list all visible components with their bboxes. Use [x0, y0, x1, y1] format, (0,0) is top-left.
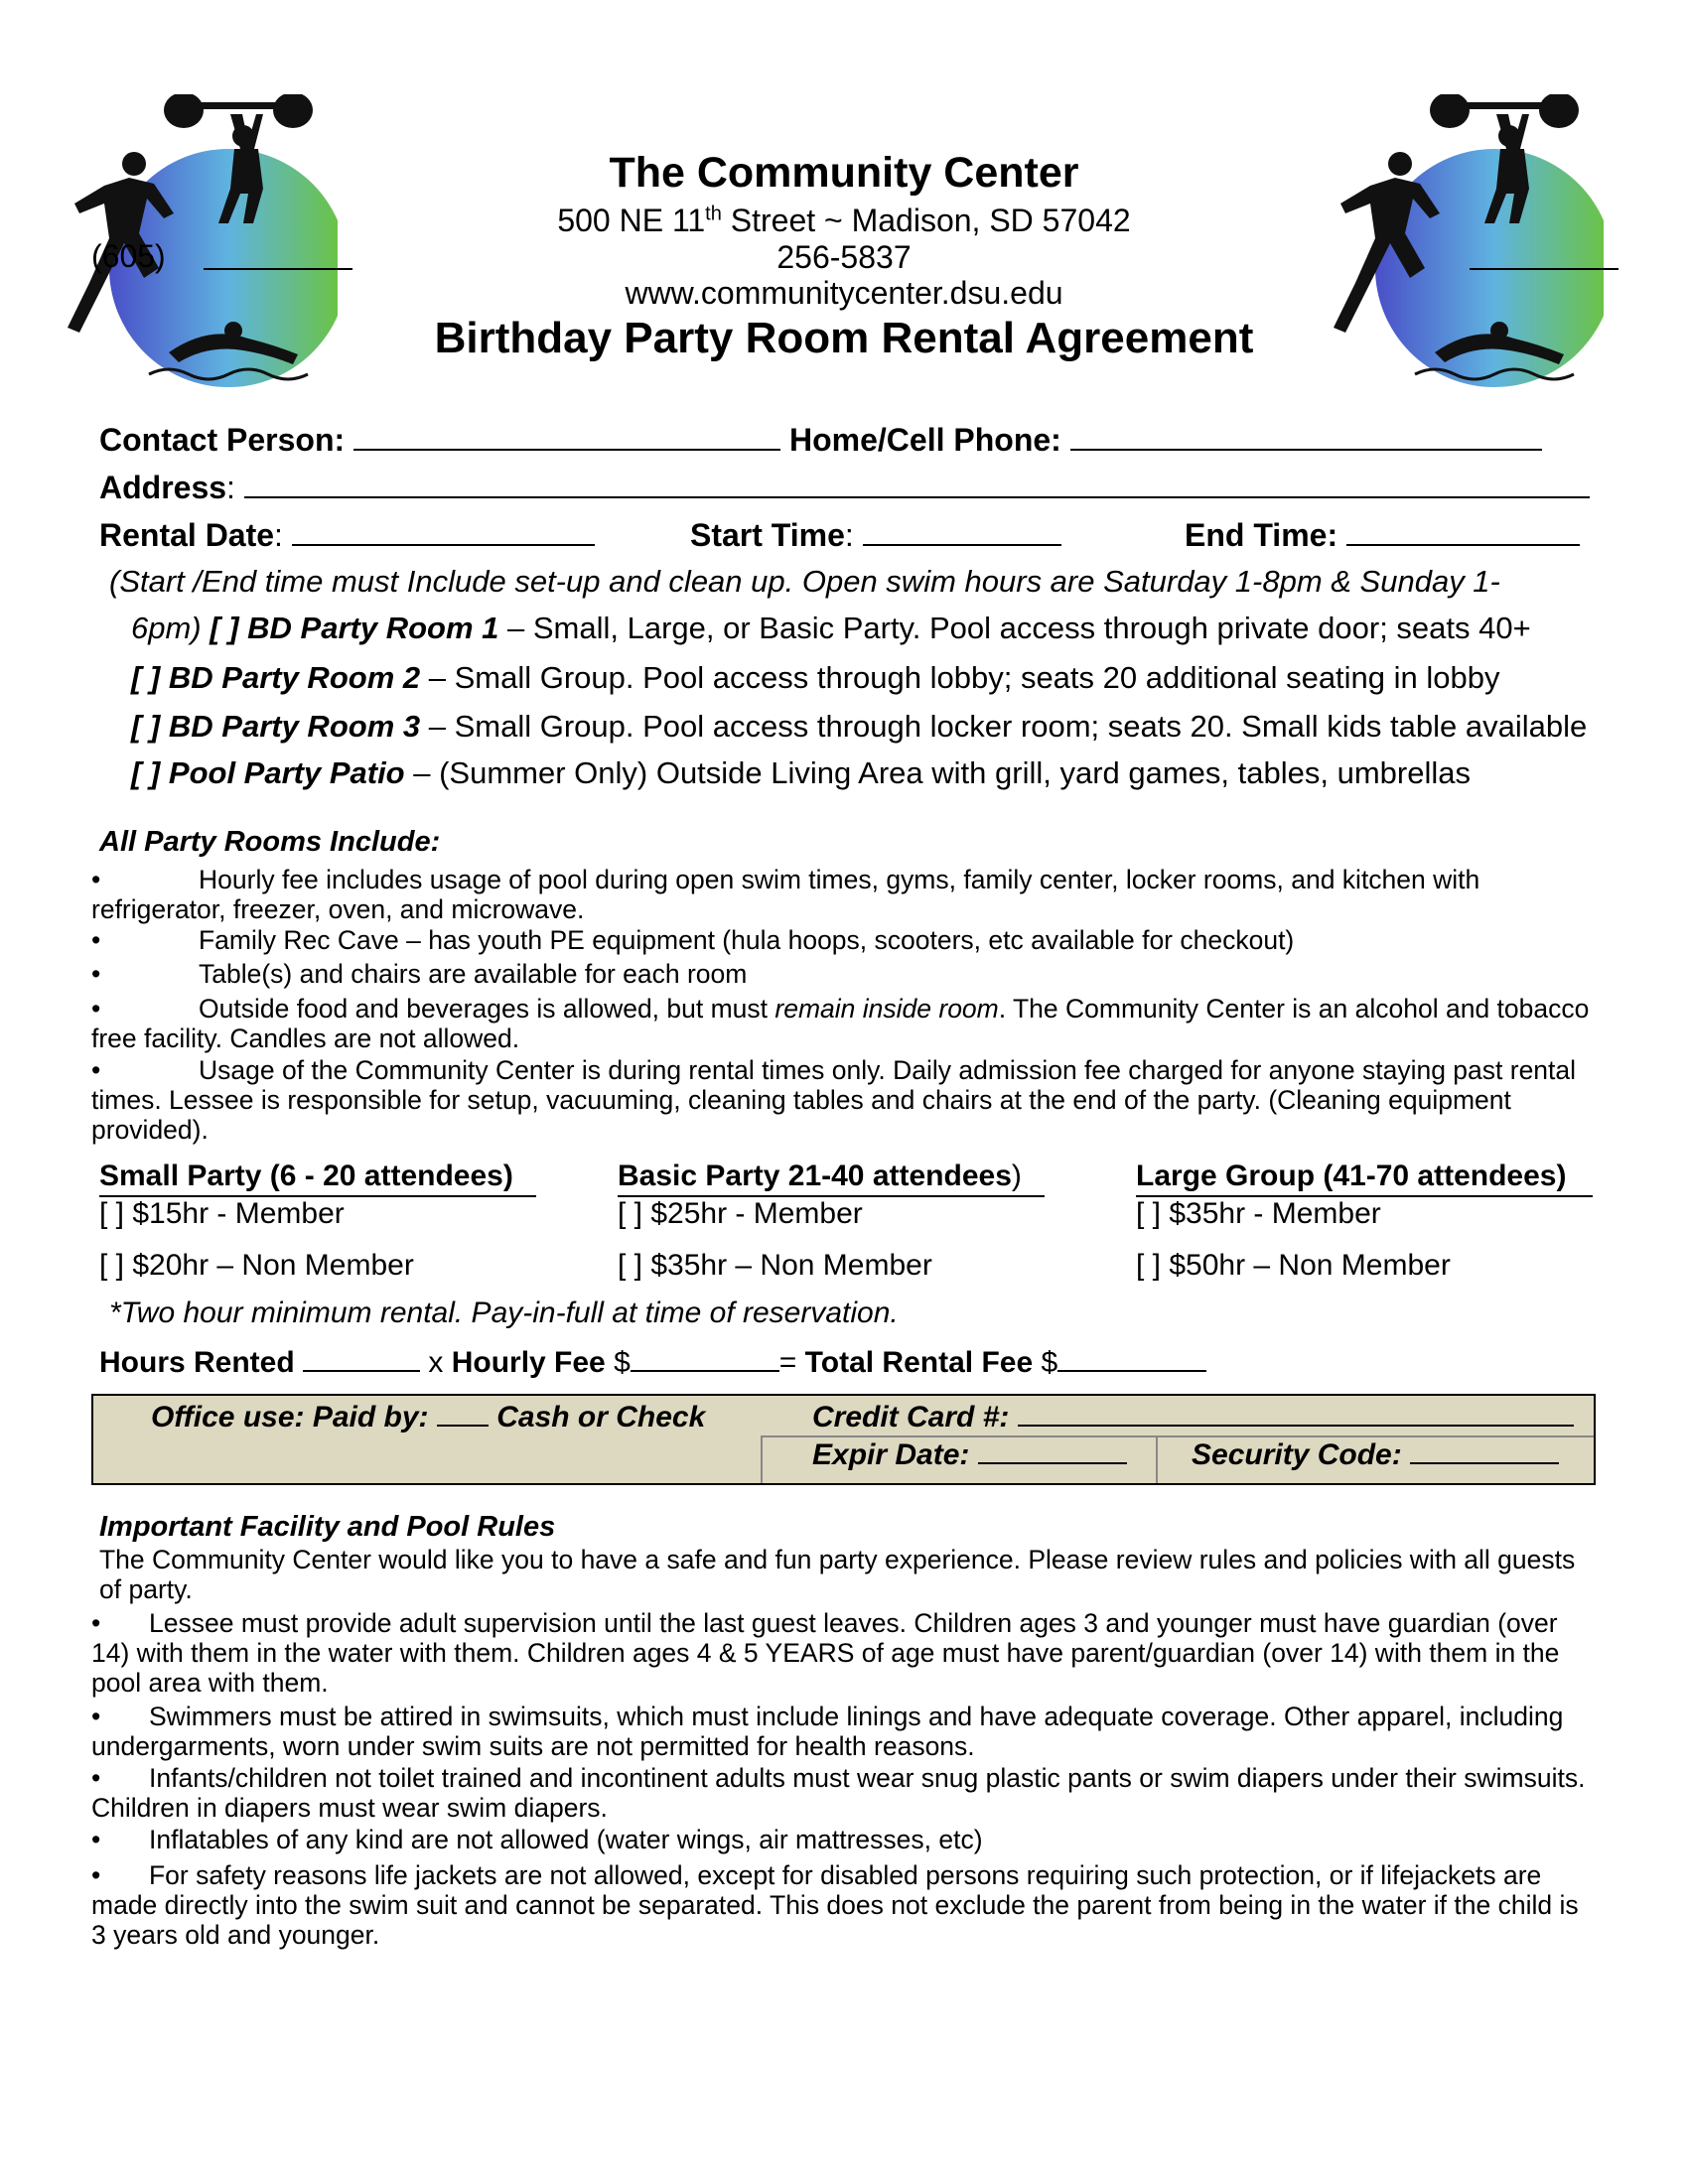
rental-date-row: Rental Date:: [99, 517, 595, 554]
hours-rented-label: Hours Rented: [99, 1346, 295, 1379]
rule-supervision: • Lessee must provide adult supervision until the last guest leaves. Children ages 3 and younger must have guardian (over 14) with them in the water with them. Children ages 4 & 5 YEARS of age must have parent/guardian (over 14) with them in the pool area with them.: [91, 1608, 1560, 1698]
address-row: Address:: [99, 470, 1590, 506]
security-code-label: Security Code:: [1192, 1438, 1402, 1471]
org-address: [0, 203, 1688, 239]
rules-intro: The Community Center would like you to have a safe and fun party experience. Please review rules and policies with all guests of party.: [99, 1545, 1576, 1604]
end-time-row: [1185, 517, 1580, 554]
include-item-2: • Family Rec Cave – has youth PE equipment (hula hoops, scooters, etc available for checkout): [91, 925, 1295, 955]
rule-inflatables: • Inflatables of any kind are not allowed (water wings, air mattresses, etc): [91, 1825, 983, 1854]
patio-name: Pool Party Patio: [168, 755, 405, 790]
end-time-label: End Time:: [1185, 517, 1338, 553]
room-option-2[interactable]: [131, 660, 1500, 696]
office-col-divider-1: [761, 1435, 763, 1483]
expir-date-field[interactable]: [978, 1440, 1127, 1464]
phone-label: Home/Cell Phone:: [789, 422, 1061, 458]
minimum-rental-note: *Two hour minimum rental. Pay-in-full at time of reservation.: [109, 1297, 899, 1329]
address-rest: Street ~ Madison, SD 57042: [721, 203, 1131, 238]
rule-diapers: • Infants/children not toilet trained and incontinent adults must wear snug plastic pants or swim diapers under their swimsuits. Children in diapers must wear swim diapers.: [91, 1763, 1586, 1823]
includes-heading: All Party Rooms Include:: [99, 826, 441, 858]
org-website: www.communitycenter.dsu.edu: [625, 275, 1063, 311]
rule-swimsuits: • Swimmers must be attired in swimsuits, which must include linings and have adequate coverage. Other apparel, including undergarments, worn under swim suits are not permitted for health reasons.: [91, 1702, 1564, 1761]
org-phone: 256-5837: [776, 239, 912, 275]
paid-by-field[interactable]: [437, 1403, 489, 1427]
rental-date-label: Rental Date: [99, 517, 275, 553]
hours-note: (Start /End time must Include set-up and clean up. Open swim hours are Saturday 1-8pm & Sunday 1-: [109, 564, 1500, 599]
small-member-option[interactable]: [ ] $15hr - Member: [99, 1197, 345, 1230]
room-1-name: BD Party Room 1: [247, 611, 499, 645]
expir-date-row: [812, 1438, 1127, 1472]
hours-rented-field[interactable]: [303, 1346, 420, 1372]
form-title: Birthday Party Room Rental Agreement: [434, 314, 1254, 362]
room-1-desc: – Small, Large, or Basic Party. Pool access through private door; seats 40+: [498, 611, 1531, 645]
address-field[interactable]: [244, 471, 1590, 498]
room-3-checkbox: [ ]: [131, 709, 161, 744]
room-option-patio[interactable]: [131, 755, 1471, 791]
paid-by-label: Office use: Paid by:: [151, 1401, 429, 1433]
basic-nonmember-option[interactable]: [ ] $35hr – Non Member: [618, 1249, 932, 1282]
credit-card-label: Credit Card #:: [812, 1401, 1010, 1433]
org-name: The Community Center: [609, 149, 1079, 197]
expir-date-label: Expir Date:: [812, 1438, 970, 1471]
paid-by-row: [151, 1401, 705, 1434]
start-time-label: Start Time: [690, 517, 845, 553]
phone-area-code: (605): [91, 238, 166, 274]
contact-person-label: Contact Person:: [99, 422, 346, 458]
office-row-divider: [761, 1435, 1594, 1437]
pricing-col-large: [1136, 1160, 1593, 1197]
room-3-name: BD Party Room 3: [168, 709, 421, 744]
hourly-fee-label: Hourly Fee: [451, 1346, 606, 1379]
patio-checkbox: [ ]: [131, 755, 161, 790]
include-item-usage: • Usage of the Community Center is during rental times only. Daily admission fee charged for anyone staying past rental times. Lessee is responsible for setup, vacuuming, cleaning tables and chairs at the end of the party. (Cleaning equipment provided).: [91, 1055, 1577, 1145]
basic-member-option[interactable]: [ ] $25hr - Member: [618, 1197, 863, 1230]
contact-person-row: [99, 422, 780, 459]
equals-sign: =: [778, 1346, 797, 1379]
credit-card-row: [812, 1401, 1574, 1434]
phone-field[interactable]: [1070, 423, 1542, 451]
total-rental-fee-label: Total Rental Fee: [804, 1346, 1034, 1379]
end-time-field[interactable]: [1346, 518, 1580, 546]
phone-row: [789, 422, 1542, 459]
small-nonmember-option[interactable]: [ ] $20hr – Non Member: [99, 1249, 414, 1282]
room-2-name: BD Party Room 2: [168, 660, 421, 695]
room-2-desc: – Small Group. Pool access through lobby; seats 20 additional seating in lobby: [420, 660, 1500, 695]
address-ordinal: th: [705, 203, 722, 225]
hours-note-end: 6pm): [131, 611, 202, 645]
security-code-row: [1192, 1438, 1559, 1472]
room-option-1[interactable]: [131, 611, 1531, 646]
address-label: Address: [99, 470, 227, 505]
total-rental-fee-field[interactable]: [1057, 1346, 1206, 1372]
large-member-option[interactable]: [ ] $35hr - Member: [1136, 1197, 1381, 1230]
times-sign: x: [420, 1346, 452, 1379]
room-2-checkbox: [ ]: [131, 660, 161, 695]
rule-life-jackets: • For safety reasons life jackets are not allowed, except for disabled persons requiring such protection, or if lifejackets are made directly into the swim suit and cannot be separated. This does not exclude the parent from being in the water if the child is 3 years old and younger.: [91, 1860, 1579, 1950]
include-item-1: • Hourly fee includes usage of pool during open swim times, gyms, family center, locker rooms, and kitchen with refrigerator, freezer, oven, and microwave.: [91, 865, 1480, 924]
room-3-desc: – Small Group. Pool access through locker room; seats 20. Small kids table available: [420, 709, 1588, 744]
small-party-heading: Small Party (6 - 20 attendees): [99, 1160, 536, 1197]
patio-desc: – (Summer Only) Outside Living Area with grill, yard games, tables, umbrellas: [404, 755, 1471, 790]
fee-calculation-row: Hours Rented x Hourly Fee $ = Total Rental Fee $: [99, 1346, 1206, 1380]
cash-or-check-label: Cash or Check: [496, 1401, 706, 1433]
rules-heading: Important Facility and Pool Rules: [99, 1511, 556, 1543]
basic-party-heading: Basic Party 21-40 attendees): [618, 1160, 1045, 1197]
room-1-checkbox: [ ]: [210, 611, 239, 645]
office-use-box: [91, 1394, 1596, 1485]
pricing-col-small: [99, 1160, 536, 1197]
address-street-number: 500 NE 11: [557, 203, 706, 238]
include-item-3: • Table(s) and chairs are available for each room: [91, 959, 748, 989]
pricing-col-basic: [618, 1160, 1045, 1197]
large-nonmember-option[interactable]: [ ] $50hr – Non Member: [1136, 1249, 1451, 1282]
security-code-field[interactable]: [1410, 1440, 1559, 1464]
rental-date-field[interactable]: [292, 518, 595, 546]
include-item-food: • Outside food and beverages is allowed, but must remain inside room. The Community Center is an alcohol and tobacco free facility. Candles are not allowed.: [91, 994, 1590, 1053]
office-col-divider-2: [1156, 1435, 1158, 1483]
hourly-fee-field[interactable]: [631, 1346, 779, 1372]
start-time-row: Start Time:: [690, 517, 1061, 554]
room-option-3[interactable]: [131, 709, 1587, 745]
credit-card-field[interactable]: [1018, 1403, 1574, 1427]
start-time-field[interactable]: [863, 518, 1061, 546]
contact-person-field[interactable]: [353, 423, 780, 451]
large-group-heading: Large Group (41-70 attendees): [1136, 1160, 1593, 1197]
